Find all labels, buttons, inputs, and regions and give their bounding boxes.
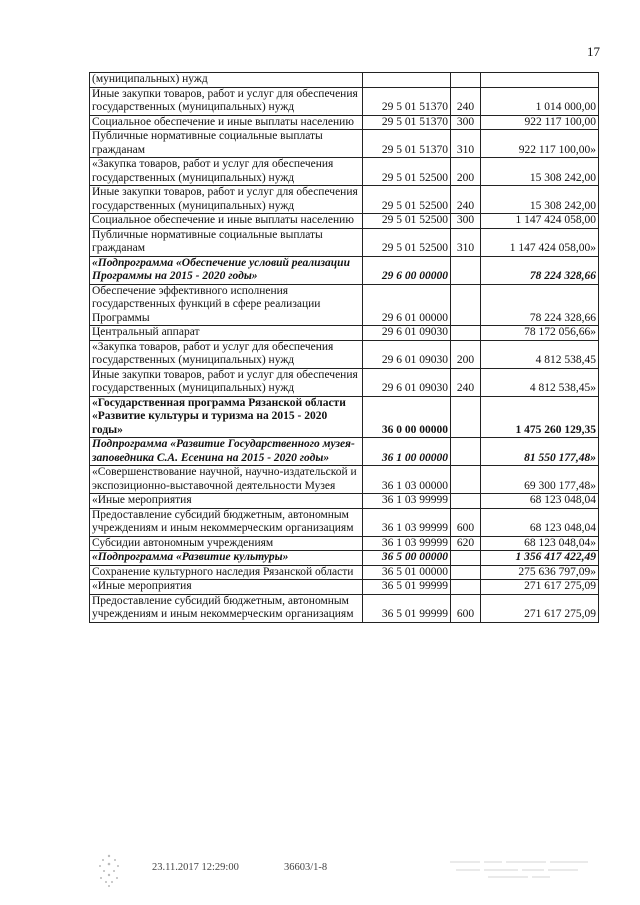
table-row <box>90 340 599 368</box>
row-code-cell: 29 6 01 00000 <box>363 284 451 326</box>
row-code-cell: 29 6 01 09030 <box>363 368 451 396</box>
row-sum-cell: 1 014 000,00 <box>481 87 599 115</box>
row-name-cell: «Государственная программа Рязанской области «Развитие культуры и туризма на 2015 - 2020 годы» <box>90 396 363 438</box>
row-sum-cell: 922 117 100,00 <box>481 115 599 130</box>
row-name-cell: Иные закупки товаров, работ и услуг для обеспечения государственных (муниципальных) нужд <box>90 186 363 214</box>
row-type-cell <box>451 565 481 580</box>
table-row <box>90 580 599 595</box>
row-sum-cell: 68 123 048,04» <box>481 536 599 551</box>
row-type-cell: 310 <box>451 130 481 158</box>
row-code-cell: 36 1 03 00000 <box>363 466 451 494</box>
row-type-cell <box>451 284 481 326</box>
row-type-cell: 240 <box>451 87 481 115</box>
row-code-cell: 29 5 01 51370 <box>363 130 451 158</box>
table-row <box>90 284 599 326</box>
row-sum-cell: 78 224 328,66 <box>481 284 599 326</box>
seal-icon <box>94 852 124 888</box>
table-row <box>90 158 599 186</box>
row-name-cell: «Подпрограмма «Развитие культуры» <box>90 551 363 566</box>
row-code-cell: 36 5 00 00000 <box>363 551 451 566</box>
table-row <box>90 73 599 88</box>
row-code-cell: 36 5 01 99999 <box>363 594 451 622</box>
row-type-cell <box>451 551 481 566</box>
row-sum-cell: 15 308 242,00 <box>481 186 599 214</box>
row-sum-cell: 68 123 048,04 <box>481 508 599 536</box>
row-sum-cell: 69 300 177,48» <box>481 466 599 494</box>
row-type-cell <box>451 580 481 595</box>
row-code-cell: 29 6 00 00000 <box>363 256 451 284</box>
row-code-cell: 29 5 01 51370 <box>363 87 451 115</box>
row-code-cell: 29 5 01 52500 <box>363 228 451 256</box>
row-name-cell: (муниципальных) нужд <box>90 73 363 88</box>
row-name-cell: Обеспечение эффективного исполнения государственных функций в сфере реализации Программы <box>90 284 363 326</box>
watermark-icon <box>448 856 592 880</box>
budget-table <box>89 72 599 623</box>
row-type-cell <box>451 396 481 438</box>
table-row <box>90 494 599 509</box>
row-sum-cell: 81 550 177,48» <box>481 438 599 466</box>
row-sum-cell: 78 172 056,66» <box>481 326 599 341</box>
row-name-cell: Сохранение культурного наследия Рязанской области <box>90 565 363 580</box>
row-type-cell <box>451 494 481 509</box>
row-type-cell <box>451 466 481 494</box>
row-code-cell: 29 6 01 09030 <box>363 340 451 368</box>
row-name-cell: Социальное обеспечение и иные выплаты населению <box>90 214 363 229</box>
row-code-cell: 36 1 03 99999 <box>363 508 451 536</box>
row-type-cell: 600 <box>451 508 481 536</box>
row-sum-cell: 78 224 328,66 <box>481 256 599 284</box>
row-sum-cell: 15 308 242,00 <box>481 158 599 186</box>
row-name-cell: Предоставление субсидий бюджетным, автономным учреждениям и иным некоммерческим организациям <box>90 508 363 536</box>
row-code-cell: 36 1 03 99999 <box>363 536 451 551</box>
row-code-cell: 36 5 01 00000 <box>363 565 451 580</box>
row-code-cell: 29 6 01 09030 <box>363 326 451 341</box>
row-sum-cell: 275 636 797,09» <box>481 565 599 580</box>
row-code-cell: 36 1 03 99999 <box>363 494 451 509</box>
row-type-cell: 600 <box>451 594 481 622</box>
row-sum-cell: 1 356 417 422,49 <box>481 551 599 566</box>
footer-doc-number: 36603/1-8 <box>284 862 328 873</box>
row-code-cell: 36 1 00 00000 <box>363 438 451 466</box>
row-name-cell: Иные закупки товаров, работ и услуг для обеспечения государственных (муниципальных) нужд <box>90 368 363 396</box>
table-row <box>90 326 599 341</box>
row-sum-cell: 271 617 275,09 <box>481 594 599 622</box>
row-name-cell: «Иные мероприятия <box>90 494 363 509</box>
row-code-cell: 29 5 01 51370 <box>363 115 451 130</box>
row-type-cell <box>451 256 481 284</box>
row-type-cell: 240 <box>451 186 481 214</box>
row-sum-cell: 4 812 538,45 <box>481 340 599 368</box>
row-sum-cell: 271 617 275,09 <box>481 580 599 595</box>
row-type-cell <box>451 438 481 466</box>
row-name-cell: Социальное обеспечение и иные выплаты населению <box>90 115 363 130</box>
row-type-cell: 200 <box>451 340 481 368</box>
row-code-cell: 29 5 01 52500 <box>363 214 451 229</box>
row-name-cell: «Совершенствование научной, научно-издательской и экспозиционно-выставочной деятельности Музея <box>90 466 363 494</box>
table-row <box>90 228 599 256</box>
row-code-cell: 36 5 01 99999 <box>363 580 451 595</box>
row-code-cell: 29 5 01 52500 <box>363 186 451 214</box>
row-name-cell: «Подпрограмма «Обеспечение условий реализации Программы на 2015 - 2020 годы» <box>90 256 363 284</box>
row-name-cell: Субсидии автономным учреждениям <box>90 536 363 551</box>
row-sum-cell: 4 812 538,45» <box>481 368 599 396</box>
row-sum-cell <box>481 73 599 88</box>
row-type-cell <box>451 326 481 341</box>
table-row <box>90 438 599 466</box>
row-sum-cell: 922 117 100,00» <box>481 130 599 158</box>
table-row <box>90 368 599 396</box>
row-name-cell: «Закупка товаров, работ и услуг для обеспечения государственных (муниципальных) нужд <box>90 340 363 368</box>
footer-date: 23.11.2017 12:29:00 <box>152 862 239 873</box>
row-type-cell: 300 <box>451 115 481 130</box>
table-row <box>90 256 599 284</box>
row-name-cell: Публичные нормативные социальные выплаты гражданам <box>90 130 363 158</box>
table-row <box>90 466 599 494</box>
row-name-cell: Публичные нормативные социальные выплаты гражданам <box>90 228 363 256</box>
row-type-cell: 240 <box>451 368 481 396</box>
row-type-cell: 300 <box>451 214 481 229</box>
row-code-cell: 29 5 01 52500 <box>363 158 451 186</box>
row-type-cell: 310 <box>451 228 481 256</box>
table-row <box>90 551 599 566</box>
page-number: 17 <box>587 44 600 59</box>
row-code-cell: 36 0 00 00000 <box>363 396 451 438</box>
row-type-cell: 620 <box>451 536 481 551</box>
row-sum-cell: 1 147 424 058,00» <box>481 228 599 256</box>
table-row <box>90 536 599 551</box>
row-name-cell: Предоставление субсидий бюджетным, автономным учреждениям и иным некоммерческим организациям <box>90 594 363 622</box>
table-row <box>90 508 599 536</box>
row-type-cell: 200 <box>451 158 481 186</box>
table-row <box>90 130 599 158</box>
row-name-cell: Подпрограмма «Развитие Государственного музея-заповедника С.А. Есенина на 2015 - 2020 годы» <box>90 438 363 466</box>
row-name-cell: Иные закупки товаров, работ и услуг для обеспечения государственных (муниципальных) нужд <box>90 87 363 115</box>
table-row <box>90 594 599 622</box>
row-code-cell <box>363 73 451 88</box>
table-row <box>90 115 599 130</box>
table-row <box>90 565 599 580</box>
row-name-cell: Центральный аппарат <box>90 326 363 341</box>
row-name-cell: «Иные мероприятия <box>90 580 363 595</box>
table-row <box>90 214 599 229</box>
row-sum-cell: 1 147 424 058,00 <box>481 214 599 229</box>
table-row <box>90 186 599 214</box>
row-sum-cell: 1 475 260 129,35 <box>481 396 599 438</box>
table-row <box>90 87 599 115</box>
row-name-cell: «Закупка товаров, работ и услуг для обеспечения государственных (муниципальных) нужд <box>90 158 363 186</box>
row-sum-cell: 68 123 048,04 <box>481 494 599 509</box>
table-row <box>90 396 599 438</box>
row-type-cell <box>451 73 481 88</box>
